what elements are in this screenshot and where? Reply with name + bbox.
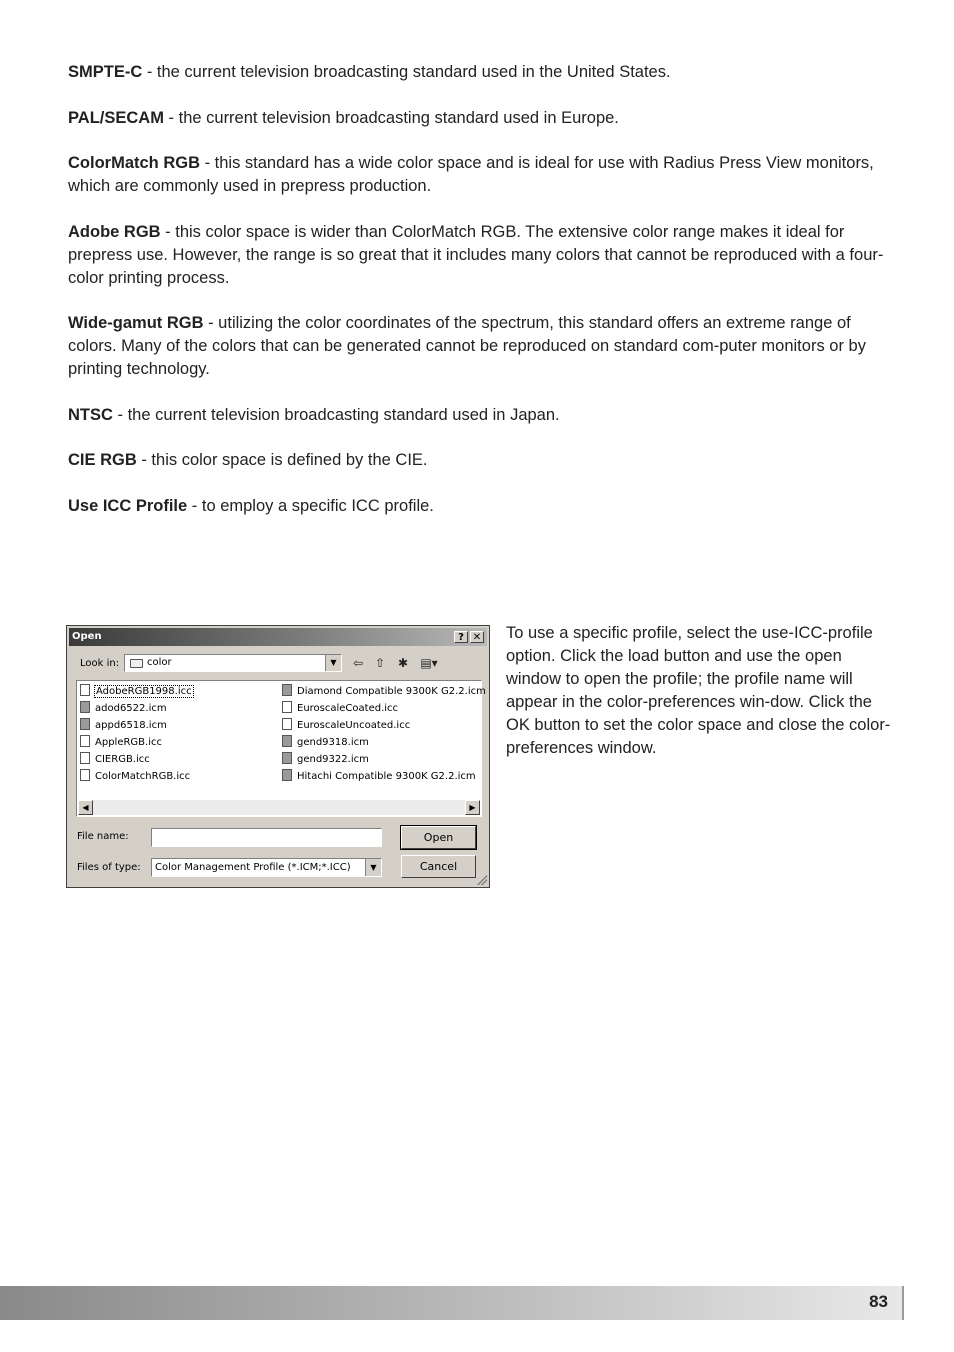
help-button[interactable] (454, 631, 468, 643)
files-of-type-label: Files of type: (77, 862, 141, 873)
look-in-value: color (147, 657, 172, 668)
list-item[interactable] (80, 735, 162, 750)
file-name: gend9322.icm (297, 754, 369, 765)
definition-wide-gamut-rgb (68, 312, 888, 381)
open-dialog (66, 625, 490, 888)
file-name: EuroscaleUncoated.icc (297, 720, 411, 731)
icc-file-icon (80, 684, 90, 696)
icm-file-icon (282, 684, 292, 696)
help-icon: ? (458, 632, 464, 643)
dialog-title: Open (72, 631, 102, 642)
icc-file-icon (80, 769, 90, 781)
definition-pal-secam (68, 107, 888, 130)
definition-desc: - the current television broadcasting standard used in Japan. (112, 405, 560, 424)
chevron-down-icon[interactable]: ▼ (365, 859, 381, 876)
list-item[interactable] (80, 752, 150, 767)
definition-term: PAL/SECAM (68, 108, 164, 127)
definition-ntsc (68, 404, 888, 427)
file-name: ColorMatchRGB.icc (95, 771, 191, 782)
cancel-button[interactable]: Cancel (401, 855, 476, 878)
list-item[interactable] (80, 684, 193, 699)
definition-desc: - this standard has a wide color space and is ideal for use with Radius Press View monitors, which are commonly used in prepress production. (68, 154, 874, 195)
file-name: Diamond Compatible 9300K G2.2.icm (297, 686, 486, 697)
icm-file-icon (80, 718, 90, 730)
list-item[interactable] (282, 752, 369, 767)
definition-term: ColorMatch RGB (68, 154, 200, 172)
definition-desc: - to employ a specific ICC profile. (187, 496, 434, 515)
list-item[interactable] (80, 701, 167, 716)
chevron-down-icon[interactable]: ▼ (325, 655, 341, 671)
icm-file-icon (282, 752, 292, 764)
file-name: AdobeRGB1998.icc (96, 686, 192, 697)
footer-bar (0, 1286, 904, 1320)
list-item[interactable] (282, 718, 410, 733)
scroll-left-icon[interactable]: ◀ (78, 800, 93, 815)
files-of-type-value: Color Management Profile (*.ICM;*.ICC) (155, 862, 351, 873)
icc-file-icon (80, 752, 90, 764)
icc-file-icon (282, 701, 292, 713)
page-number: 83 (869, 1292, 888, 1311)
definition-term: Wide-gamut RGB (68, 314, 204, 332)
icm-file-icon (80, 701, 90, 713)
list-item[interactable] (282, 684, 486, 699)
file-name: gend9318.icm (297, 737, 369, 748)
open-button[interactable]: Open (401, 826, 476, 849)
list-item[interactable] (282, 701, 398, 716)
look-in-label: Look in: (80, 658, 120, 669)
folder-icon (130, 659, 143, 668)
icm-file-icon (282, 735, 292, 747)
definitions-list (68, 61, 888, 540)
file-name: Hitachi Compatible 9300K G2.2.icm (297, 771, 476, 782)
resize-grip-icon[interactable] (477, 875, 487, 885)
definition-use-icc-profile (68, 495, 888, 518)
file-name: appd6518.icm (95, 720, 167, 731)
definition-desc: - the current television broadcasting standard used in the United States. (142, 63, 671, 81)
file-list[interactable] (76, 680, 486, 817)
scroll-right-icon[interactable]: ▶ (465, 800, 480, 815)
definition-smpte-c (68, 61, 888, 84)
file-name: AppleRGB.icc (95, 737, 162, 748)
definition-desc: - utilizing the color coordinates of the spectrum, this standard offers an extreme range of colors. Many of the colors that can be generated cannot be reproduced on standard com-puter monitors or by printing technology. (68, 314, 866, 378)
close-icon: ✕ (472, 632, 482, 643)
icc-file-icon (282, 718, 292, 730)
icc-file-icon (80, 735, 90, 747)
dialog-title-bar[interactable] (69, 628, 487, 646)
definition-term: SMPTE-C (68, 63, 143, 81)
look-in-dropdown[interactable] (124, 654, 342, 672)
list-item[interactable] (282, 769, 476, 784)
definition-desc: - this color space is defined by the CIE. (136, 451, 428, 469)
definition-term: Use ICC Profile (68, 496, 188, 515)
file-name: adod6522.icm (95, 703, 167, 714)
definition-colormatch-rgb (68, 152, 888, 198)
horizontal-scrollbar[interactable] (78, 800, 480, 815)
up-folder-icon[interactable]: ⇧ (374, 656, 386, 670)
list-item[interactable] (80, 769, 190, 784)
definition-desc: - the current television broadcasting standard used in Europe. (163, 108, 619, 127)
icm-file-icon (282, 769, 292, 781)
view-menu-icon[interactable]: ▤▾ (420, 656, 438, 670)
list-item[interactable] (80, 718, 167, 733)
definition-term: CIE RGB (68, 451, 137, 469)
definition-desc: - this color space is wider than ColorMatch RGB. The extensive color range makes it ideal for prepress use. However, the range is so great that it includes many colors that cannot be reproduced with a four-color printing process. (68, 222, 884, 287)
file-name-label: File name: (77, 831, 129, 842)
files-of-type-dropdown[interactable] (151, 858, 382, 877)
definition-cie-rgb (68, 449, 888, 472)
side-instructions: To use a specific profile, select the use-ICC-profile option. Click the load button and use the open window to open the profile; the profile name will appear in the color-preferences win-dow. Click the OK button to set the color space and close the color-preferences window. (506, 624, 891, 757)
file-name: CIERGB.icc (95, 754, 150, 765)
list-item[interactable] (282, 735, 369, 750)
new-folder-icon[interactable]: ✱ (397, 656, 409, 670)
file-name: EuroscaleCoated.icc (297, 703, 399, 714)
definition-term: NTSC (68, 405, 113, 424)
back-icon[interactable]: ⇦ (352, 656, 364, 670)
close-button[interactable] (470, 631, 484, 643)
definition-term: Adobe RGB (68, 222, 161, 241)
definition-adobe-rgb (68, 221, 888, 290)
file-name-input[interactable] (151, 828, 382, 847)
